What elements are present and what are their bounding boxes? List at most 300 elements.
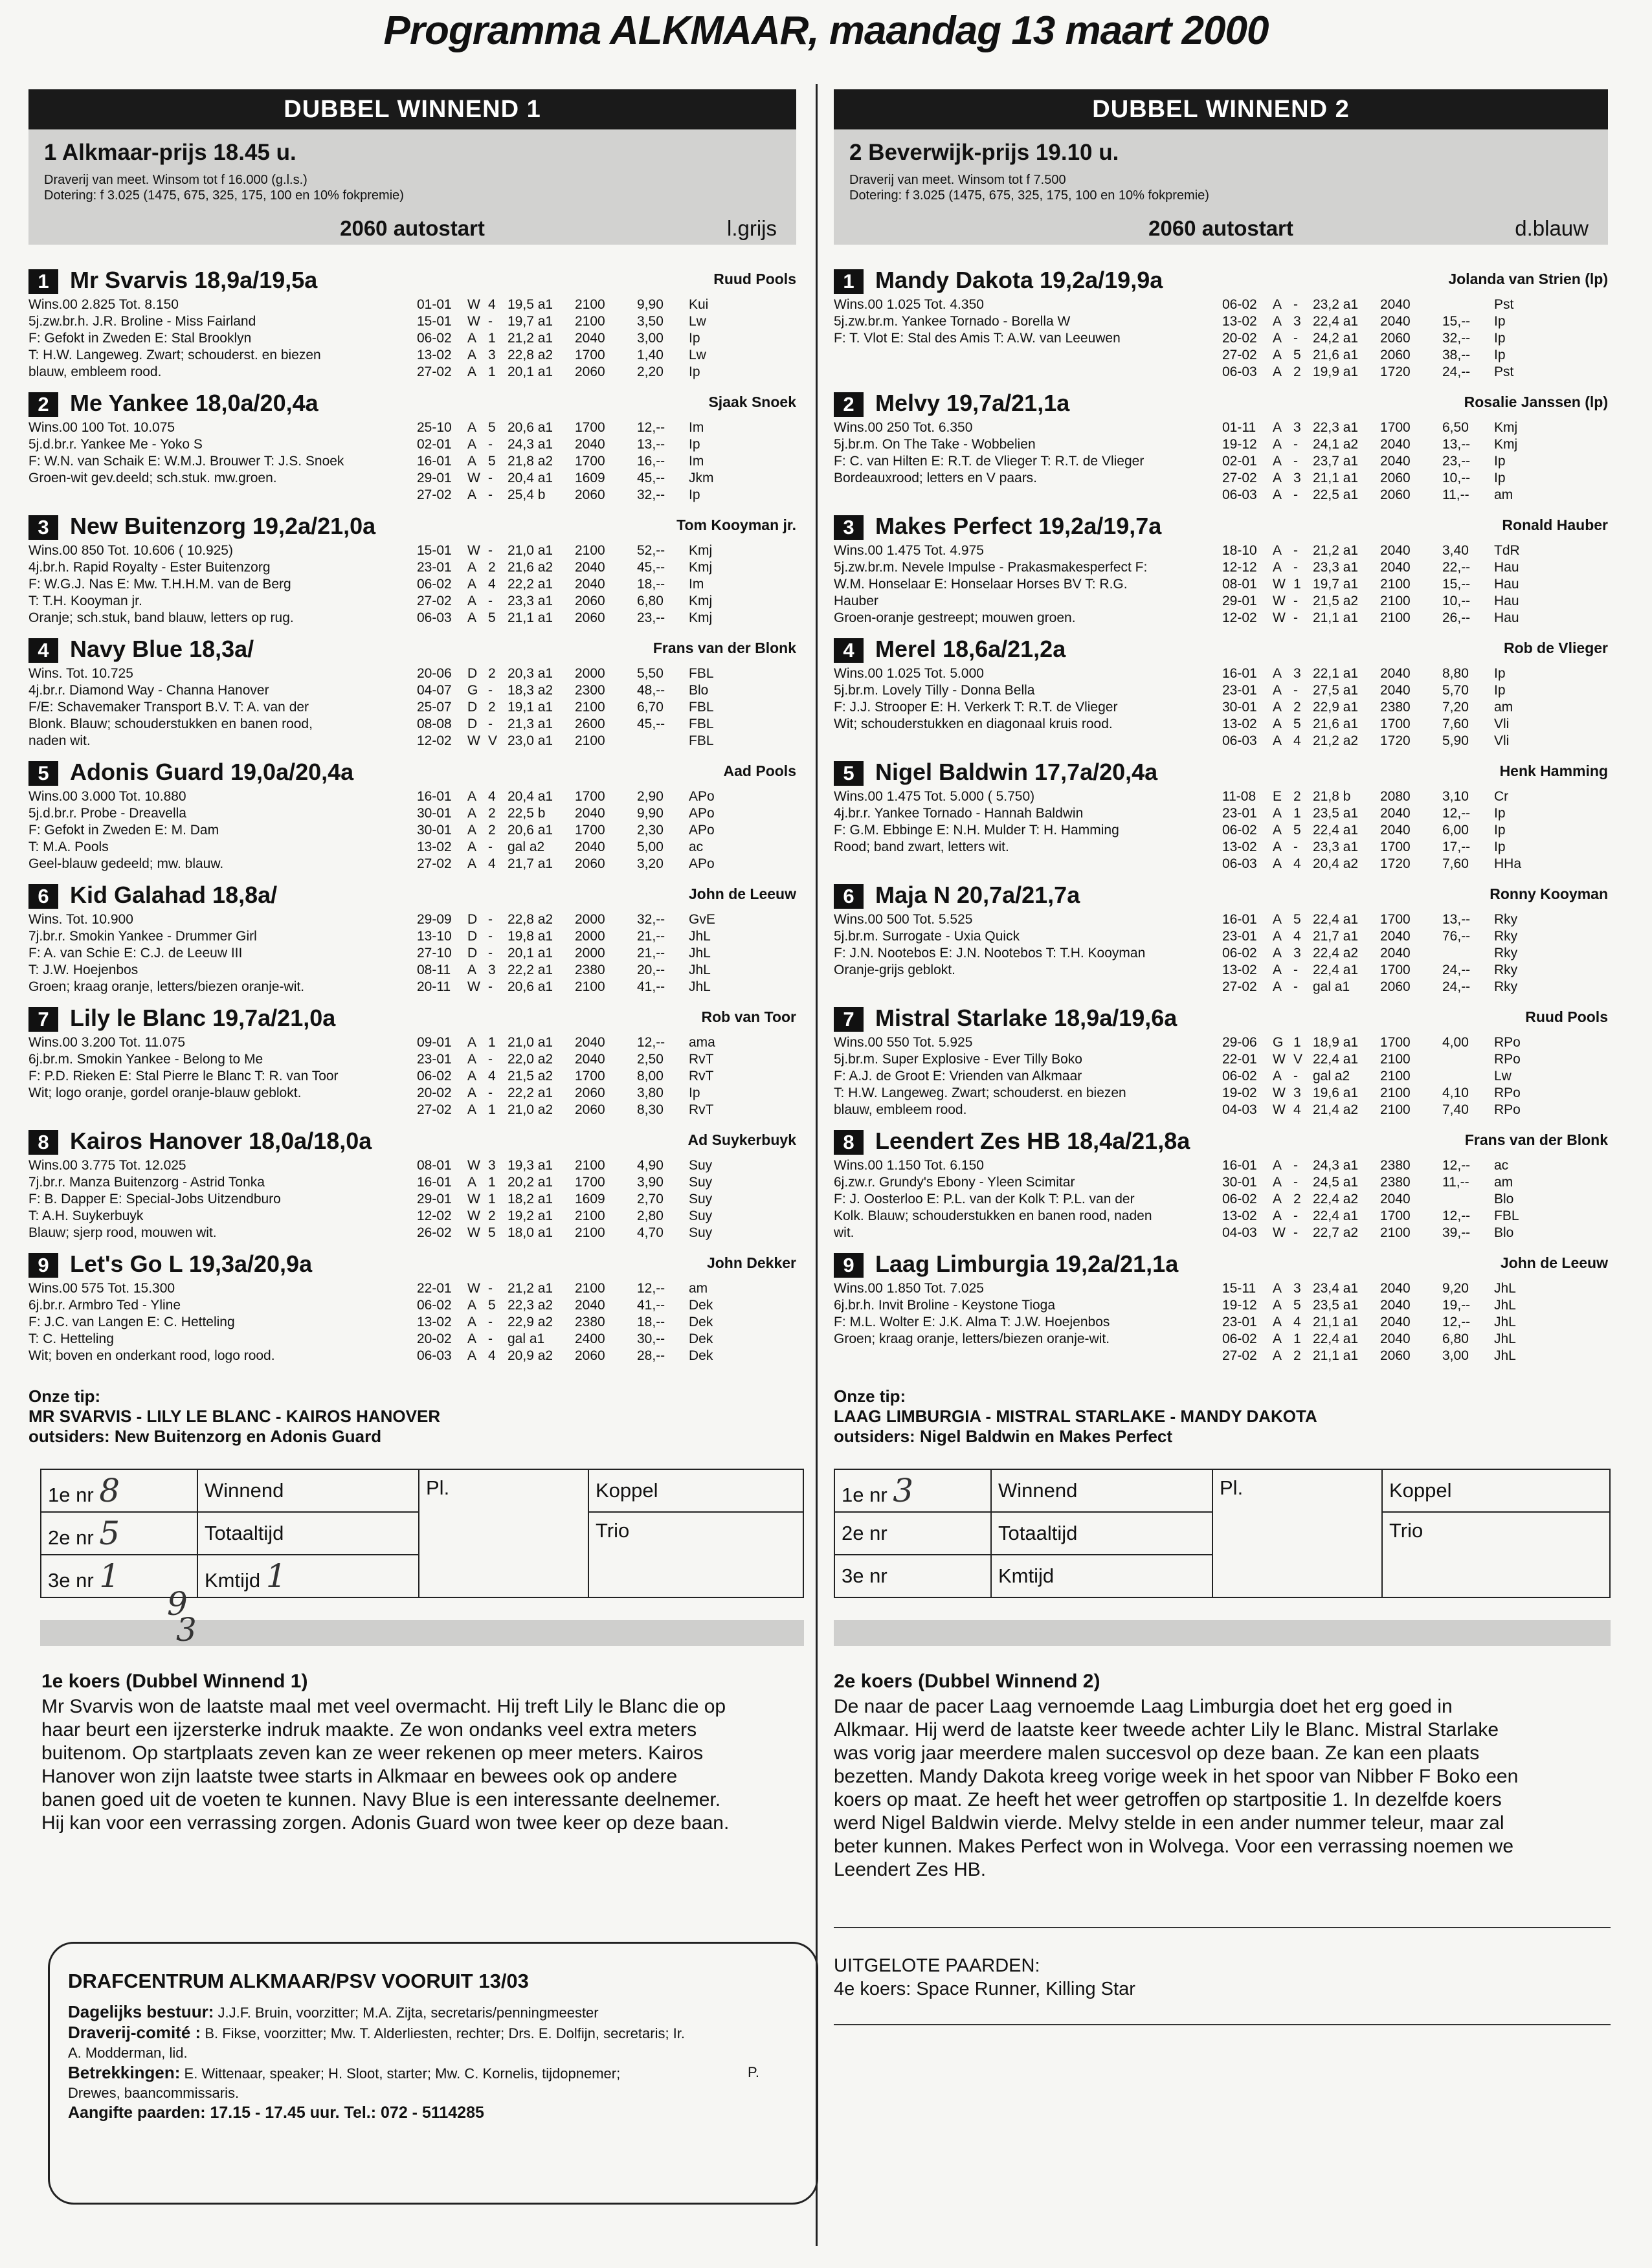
result-row: [1222, 347, 1539, 364]
result-cell: APo: [689, 789, 715, 804]
result-cell: Hau: [1494, 560, 1519, 575]
result-cell: 23-01: [417, 560, 452, 575]
horse-info-line: T: A.H. Suykerbuyk: [28, 1208, 144, 1223]
result-cell: Rky: [1494, 962, 1518, 977]
result-cell: W: [1273, 610, 1286, 625]
result-cell: 2,70: [637, 1192, 664, 1206]
result-cell: FBL: [689, 717, 714, 731]
horse-info-line: 7j.br.r. Manza Buitenzorg - Astrid Tonka: [28, 1175, 265, 1190]
result-cell: 4: [1293, 856, 1301, 871]
result-cell: 5: [1293, 823, 1301, 838]
horse-entry: [28, 513, 796, 636]
horse-info-line: T: H.W. Langeweg. Zwart; schouderst. en biezen: [28, 348, 321, 362]
result-row: [417, 330, 734, 347]
result-cell: 23-01: [1222, 806, 1257, 821]
result-cell: 12,--: [1442, 1208, 1471, 1223]
bet-place[interactable]: Pl.: [419, 1469, 588, 1597]
race-banner: DUBBEL WINNEND 2: [834, 89, 1608, 129]
result-cell: Ip: [1494, 666, 1506, 681]
result-cell: 2040: [1380, 1281, 1411, 1296]
result-cell: 23-01: [417, 1052, 452, 1067]
result-cell: 2060: [575, 856, 605, 871]
horse-number: 3: [28, 515, 58, 540]
horse-driver: Ronald Hauber: [1502, 517, 1608, 533]
preview-line: werd Nigel Baldwin vierde. Melvy stelde in een ander nummer teleur, maar zal: [834, 1812, 1504, 1834]
preview-line: Alkmaar. Hij werd de laatste keer tweede achter Lily le Blanc. Mistral Starlake: [834, 1719, 1499, 1740]
bet-trio[interactable]: Trio: [588, 1512, 803, 1597]
result-cell: A: [467, 420, 477, 435]
result-cell: 23-01: [1222, 929, 1257, 944]
committee-members-cont: A. Modderman, lid.: [68, 2045, 188, 2061]
shade-bar: [834, 1620, 1611, 1646]
result-cell: 19-12: [1222, 1298, 1257, 1313]
result-cell: A: [467, 839, 477, 854]
result-cell: Pst: [1494, 297, 1514, 312]
result-cell: A: [467, 577, 477, 592]
result-cell: 1: [488, 364, 496, 379]
result-cell: A: [1273, 1298, 1282, 1313]
result-cell: A: [1273, 1175, 1282, 1190]
horse-results: [417, 665, 734, 750]
result-cell: 30-01: [1222, 700, 1257, 715]
result-cell: 2100: [1380, 1225, 1411, 1240]
horse-info-line: Wins.00 3.000 Tot. 10.880: [28, 789, 186, 804]
result-cell: 30-01: [417, 823, 452, 838]
result-cell: 6,80: [1442, 1331, 1469, 1346]
result-cell: 27-02: [417, 364, 452, 379]
result-cell: Pst: [1494, 364, 1514, 379]
result-cell: 19-12: [1222, 437, 1257, 452]
result-cell: 2060: [575, 1085, 605, 1100]
result-cell: 48,--: [637, 683, 665, 698]
handwritten-nr1[interactable]: 8: [99, 1472, 120, 1509]
result-cell: 4: [488, 1069, 496, 1084]
result-row: [417, 1225, 734, 1241]
result-cell: 28,--: [637, 1348, 665, 1363]
horse-results: [1222, 542, 1539, 627]
horse-info: [834, 665, 1209, 733]
horse-info: [834, 419, 1209, 487]
bet-trio[interactable]: Trio: [1382, 1512, 1610, 1597]
result-cell: 1: [488, 331, 496, 346]
horse-info-line: F: J.C. van Langen E: C. Hetteling: [28, 1315, 235, 1329]
result-cell: 12,--: [637, 420, 665, 435]
result-cell: 06-03: [1222, 733, 1257, 748]
result-cell: 2: [1293, 1348, 1301, 1363]
result-cell: 5: [488, 1298, 496, 1313]
result-cell: 3,80: [637, 1085, 664, 1100]
horse-name: Laag Limburgia 19,2a/21,1a: [875, 1251, 1179, 1277]
result-row: [417, 1102, 734, 1118]
horse-info: [28, 911, 404, 995]
result-cell: 2060: [1380, 331, 1411, 346]
result-cell: 19-02: [1222, 1085, 1257, 1100]
horse-results: [1222, 665, 1539, 750]
result-cell: A: [467, 437, 477, 452]
handwritten-nr2[interactable]: 5: [99, 1515, 120, 1552]
horse-info-line: F: J.N. Nootebos E: J.N. Nootebos T: T.H. Kooyman: [834, 946, 1146, 961]
result-row: [417, 733, 734, 750]
result-cell: A: [467, 1035, 477, 1050]
horse-info-line: F: T. Vlot E: Stal des Amis T: A.W. van Leeuwen: [834, 331, 1121, 346]
officials-members-tail: P.: [748, 2064, 759, 2080]
result-cell: 15,--: [1442, 577, 1471, 592]
tip-block: [28, 1386, 796, 1447]
result-cell: 15-11: [1222, 1281, 1256, 1296]
horse-info-line: Wins.00 1.850 Tot. 7.025: [834, 1281, 984, 1296]
horse-info: [28, 788, 404, 873]
result-cell: A: [1273, 946, 1282, 961]
horse-number: 4: [28, 638, 58, 663]
bet-nr3-label[interactable]: 3e nr: [834, 1555, 991, 1597]
bet-place[interactable]: Pl.: [1212, 1469, 1382, 1597]
horse-entry: [834, 267, 1608, 390]
result-cell: 01-11: [1222, 420, 1256, 435]
horse-number: 4: [834, 638, 864, 663]
result-cell: A: [1273, 700, 1282, 715]
result-cell: 6,50: [1442, 420, 1469, 435]
bet-winnend[interactable]: Winnend: [197, 1469, 419, 1512]
result-cell: 5: [488, 420, 496, 435]
result-cell: A: [467, 1348, 477, 1363]
horse-info: [834, 911, 1209, 979]
result-row: [1222, 1157, 1539, 1174]
committee-line: [68, 2023, 798, 2043]
result-cell: 29-09: [417, 912, 452, 927]
result-cell: 2: [1293, 364, 1301, 379]
result-row: [417, 856, 734, 873]
handwritten-nr1[interactable]: 3: [893, 1472, 914, 1509]
preview-line: Mr Svarvis won de laatste maal met veel overmacht. Hij treft Lily le Blanc die op: [41, 1696, 726, 1717]
result-cell: 20,3 a1: [508, 666, 553, 681]
result-cell: 1609: [575, 1192, 605, 1206]
result-cell: -: [1293, 437, 1298, 452]
result-cell: 18,0 a1: [508, 1225, 553, 1240]
result-cell: 2040: [575, 577, 605, 592]
result-cell: JhL: [689, 962, 711, 977]
result-cell: gal a1: [508, 1331, 545, 1346]
result-cell: 2040: [1380, 823, 1411, 838]
result-cell: -: [488, 594, 493, 608]
result-cell: 13-02: [417, 348, 452, 362]
result-row: [417, 1085, 734, 1102]
bet-totaaltijd[interactable]: Totaaltijd: [197, 1512, 419, 1555]
result-cell: 2040: [1380, 297, 1411, 312]
result-cell: TdR: [1494, 543, 1520, 558]
result-cell: 21,1 a1: [1313, 1348, 1359, 1363]
result-cell: 2000: [575, 929, 605, 944]
result-cell: A: [1273, 297, 1282, 312]
result-cell: 4: [488, 789, 496, 804]
result-cell: 19,7 a1: [508, 314, 553, 329]
horse-driver: Henk Hamming: [1499, 762, 1608, 779]
result-cell: JhL: [1494, 1281, 1516, 1296]
bet-kmtijd[interactable]: Kmtijd: [991, 1555, 1212, 1597]
result-cell: 8,30: [637, 1102, 664, 1117]
result-cell: 21,0 a2: [508, 1102, 553, 1117]
result-cell: 15,--: [1442, 314, 1471, 329]
result-cell: 21,--: [637, 946, 665, 961]
result-cell: V: [1293, 1052, 1303, 1067]
preview-line: De naar de pacer Laag vernoemde Laag Limburgia doet het erg goed in: [834, 1696, 1453, 1717]
race-distance: 2060 autostart: [1148, 216, 1293, 240]
result-cell: 2100: [575, 1158, 605, 1173]
result-cell: 41,--: [637, 1298, 665, 1313]
result-cell: 22-01: [417, 1281, 452, 1296]
result-cell: -: [488, 437, 493, 452]
result-cell: 21,2 a1: [508, 331, 553, 346]
result-cell: A: [467, 962, 477, 977]
result-cell: 23,0 a1: [508, 733, 553, 748]
result-cell: Hau: [1494, 610, 1519, 625]
result-cell: 01-01: [417, 297, 452, 312]
horse-entry: [28, 1251, 796, 1373]
result-cell: 2380: [1380, 1158, 1411, 1173]
result-cell: Ip: [1494, 314, 1506, 329]
result-cell: Kmj: [689, 594, 713, 608]
handwritten-kmtijd[interactable]: 1: [265, 1557, 287, 1595]
result-cell: 2060: [575, 1348, 605, 1363]
result-cell: Suy: [689, 1175, 713, 1190]
result-cell: 21,2 a1: [508, 1281, 553, 1296]
result-cell: Im: [689, 454, 704, 469]
preview-line: banen goed uit de voeten te kunnen. Navy Blue is een interessante deelnemer.: [41, 1789, 721, 1810]
horse-results: [417, 1280, 734, 1364]
result-cell: Kui: [689, 297, 709, 312]
horse-info-line: T: T.H. Kooyman jr.: [28, 594, 142, 608]
result-row: [1222, 699, 1539, 716]
horse-info-line: Hauber: [834, 594, 878, 608]
result-cell: A: [467, 1331, 477, 1346]
result-cell: W: [467, 1225, 480, 1240]
race-preview: [41, 1671, 796, 1835]
horse-info-line: Wins.00 1.475 Tot. 5.000 ( 5.750): [834, 789, 1035, 804]
horse-info-line: Groen-oranje gestreept; mouwen groen.: [834, 610, 1076, 625]
result-cell: 23,--: [1442, 454, 1471, 469]
result-cell: A: [1273, 314, 1282, 329]
horse-entry: [28, 882, 796, 1005]
horse-info: [28, 1157, 404, 1241]
result-cell: 21,1 a1: [1313, 471, 1359, 485]
result-cell: 13-02: [1222, 839, 1257, 854]
horse-info-line: Wins.00 550 Tot. 5.925: [834, 1035, 973, 1050]
result-cell: 3,00: [637, 331, 664, 346]
result-cell: 2100: [575, 979, 605, 994]
officials-label: Betrekkingen:: [68, 2063, 181, 2082]
horse-number: 2: [28, 392, 58, 417]
handwritten-nr3[interactable]: 1: [99, 1557, 120, 1595]
result-cell: 21,1 a1: [1313, 610, 1359, 625]
result-cell: 23,7 a1: [1313, 454, 1359, 469]
horse-info-line: F: C. van Hilten E: R.T. de Vlieger T: R.T. de Vlieger: [834, 454, 1144, 469]
result-cell: 27-02: [417, 594, 452, 608]
result-row: [417, 822, 734, 839]
result-cell: 27-02: [1222, 471, 1257, 485]
result-row: [1222, 839, 1539, 856]
result-cell: 23-01: [1222, 1315, 1257, 1329]
horse-info-line: F: M.L. Wolter E: J.K. Alma T: J.W. Hoejenbos: [834, 1315, 1110, 1329]
bet-koppel[interactable]: Koppel: [588, 1469, 803, 1512]
result-cell: 16,--: [637, 454, 665, 469]
result-cell: G: [1273, 1035, 1284, 1050]
bet-koppel[interactable]: Koppel: [1382, 1469, 1610, 1512]
result-cell: 22,0 a2: [508, 1052, 553, 1067]
result-cell: 2600: [575, 717, 605, 731]
result-cell: 12,--: [637, 1281, 665, 1296]
result-cell: 02-01: [417, 437, 452, 452]
race-conditions: [44, 172, 786, 203]
horse-info-line: blauw, embleem rood.: [28, 364, 162, 379]
result-cell: A: [1273, 823, 1282, 838]
result-cell: 5: [1293, 348, 1301, 362]
result-cell: 2100: [575, 733, 605, 748]
result-cell: Ip: [1494, 348, 1506, 362]
result-cell: 2: [488, 700, 496, 715]
result-row: [417, 1314, 734, 1331]
result-cell: 2100: [575, 1225, 605, 1240]
result-row: [1222, 1068, 1539, 1085]
result-cell: A: [1273, 683, 1282, 698]
horse-entry: [28, 1005, 796, 1128]
result-cell: -: [1293, 297, 1298, 312]
result-cell: 23,5 a1: [1313, 806, 1359, 821]
result-row: [1222, 1174, 1539, 1191]
preview-line: Leendert Zes HB.: [834, 1859, 987, 1880]
result-cell: -: [488, 543, 493, 558]
result-cell: 21,4 a2: [1313, 1102, 1359, 1117]
result-cell: 06-02: [417, 1069, 452, 1084]
result-cell: Ip: [1494, 806, 1506, 821]
result-cell: 5: [488, 610, 496, 625]
result-cell: Kmj: [689, 610, 713, 625]
result-cell: 1: [488, 1035, 496, 1050]
horse-results: [417, 1034, 734, 1118]
result-cell: 23,2 a1: [1313, 297, 1359, 312]
result-cell: 24,--: [1442, 979, 1471, 994]
race-distance: 2060 autostart: [340, 216, 485, 240]
result-cell: 12-02: [417, 1208, 452, 1223]
horse-info-line: Wins.00 3.775 Tot. 12.025: [28, 1158, 186, 1173]
horse-info-line: wit.: [834, 1225, 854, 1240]
result-cell: W: [1273, 594, 1286, 608]
result-row: [417, 1034, 734, 1051]
result-cell: FBL: [689, 666, 714, 681]
result-cell: 5,00: [637, 839, 664, 854]
result-cell: am: [1494, 487, 1513, 502]
horse-info: [834, 1157, 1209, 1241]
result-cell: 12-02: [1222, 610, 1257, 625]
result-cell: 22,4 a1: [1313, 314, 1359, 329]
result-cell: 6,70: [637, 700, 664, 715]
result-cell: 22,9 a1: [1313, 700, 1359, 715]
bet-totaaltijd[interactable]: Totaaltijd: [991, 1512, 1212, 1555]
result-cell: 1700: [575, 420, 605, 435]
horse-info-line: 5j.br.m. Lovely Tilly - Donna Bella: [834, 683, 1035, 698]
result-cell: 2040: [1380, 314, 1411, 329]
horse-name: Mandy Dakota 19,2a/19,9a: [875, 267, 1163, 293]
result-cell: 2000: [575, 666, 605, 681]
horse-info-line: F: G.M. Ebbinge E: N.H. Mulder T: H. Hamming: [834, 823, 1119, 838]
result-row: [417, 1174, 734, 1191]
result-cell: -: [488, 683, 493, 698]
horse-driver: John de Leeuw: [1500, 1254, 1608, 1271]
result-row: [417, 1331, 734, 1348]
result-cell: W: [467, 1281, 480, 1296]
result-cell: 22,2 a1: [508, 962, 553, 977]
race-prize-line: Dotering: f 3.025 (1475, 675, 325, 175, 100 en 10% fokpremie): [44, 188, 404, 203]
result-cell: 13-02: [417, 1315, 452, 1329]
bet-nr2-label: 2e nr: [48, 1526, 94, 1549]
result-cell: Vli: [1494, 733, 1510, 748]
result-cell: 22,4 a2: [1313, 1192, 1359, 1206]
result-cell: 30-01: [1222, 1175, 1257, 1190]
result-cell: 25-07: [417, 700, 452, 715]
result-cell: 20,2 a1: [508, 1175, 553, 1190]
result-cell: 52,--: [637, 543, 665, 558]
horse-info-line: T: H.W. Langeweg. Zwart; schouderst. en biezen: [834, 1085, 1126, 1100]
result-cell: 24,2 a1: [1313, 331, 1359, 346]
result-cell: W: [1273, 1225, 1286, 1240]
result-cell: A: [1273, 437, 1282, 452]
result-cell: 22,4 a1: [1313, 1052, 1359, 1067]
result-row: [1222, 1208, 1539, 1225]
result-cell: 21,0 a1: [508, 543, 553, 558]
result-cell: 16-01: [1222, 1158, 1257, 1173]
horse-number: 7: [834, 1007, 864, 1032]
result-cell: D: [467, 717, 478, 731]
horse-info-line: Oranje-grijs geblokt.: [834, 962, 955, 977]
result-cell: -: [1293, 560, 1298, 575]
preview-line: haar beurt een ijzersterke indruk maakte. Ze won ondanks veel extra meters: [41, 1719, 697, 1740]
result-cell: 6,80: [637, 594, 664, 608]
result-cell: -: [488, 1085, 493, 1100]
result-cell: 16-01: [417, 1175, 452, 1190]
horse-info: [28, 296, 404, 381]
result-cell: 2: [488, 806, 496, 821]
result-cell: 2040: [1380, 683, 1411, 698]
result-cell: Im: [689, 420, 704, 435]
result-cell: 2100: [575, 1208, 605, 1223]
horse-info-line: 5j.d.br.r. Yankee Me - Yoko S: [28, 437, 203, 452]
result-cell: 2040: [1380, 1331, 1411, 1346]
bet-nr2-label[interactable]: 2e nr: [834, 1512, 991, 1555]
result-cell: Dek: [689, 1331, 713, 1346]
result-cell: 27-02: [417, 487, 452, 502]
race-banner: DUBBEL WINNEND 1: [28, 89, 796, 129]
result-cell: 6,00: [1442, 823, 1469, 838]
preview-line: was vorig jaar meerdere malen succesvol op deze baan. Ze kan een plaats: [834, 1742, 1480, 1764]
result-cell: -: [1293, 962, 1298, 977]
horse-info-line: Wins.00 1.150 Tot. 6.150: [834, 1158, 984, 1173]
result-cell: 06-03: [417, 1348, 452, 1363]
result-cell: 21,0 a1: [508, 1035, 553, 1050]
horse-name: Leendert Zes HB 18,4a/21,8a: [875, 1128, 1190, 1154]
result-row: [1222, 593, 1539, 610]
result-cell: 16-01: [1222, 912, 1257, 927]
result-cell: 2040: [575, 1052, 605, 1067]
bet-winnend[interactable]: Winnend: [991, 1469, 1212, 1512]
preview-text: [834, 1695, 1608, 1882]
horse-info-line: F: J.J. Strooper E: H. Verkerk T: R.T. de Vlieger: [834, 700, 1118, 715]
horse-info-line: 6j.br.h. Invit Broline - Keystone Tioga: [834, 1298, 1056, 1313]
result-cell: Ip: [1494, 331, 1506, 346]
horse-results: [1222, 419, 1539, 504]
result-cell: 2: [488, 666, 496, 681]
result-cell: A: [1273, 471, 1282, 485]
horse-info-line: Groen; kraag oranje, letters/biezen oranje-wit.: [28, 979, 305, 994]
horse-info-line: F: W.G.J. Nas E: Mw. T.H.H.M. van de Berg: [28, 577, 291, 592]
horse-info-line: F: B. Dapper E: Special-Jobs Uitzendburo: [28, 1192, 281, 1206]
